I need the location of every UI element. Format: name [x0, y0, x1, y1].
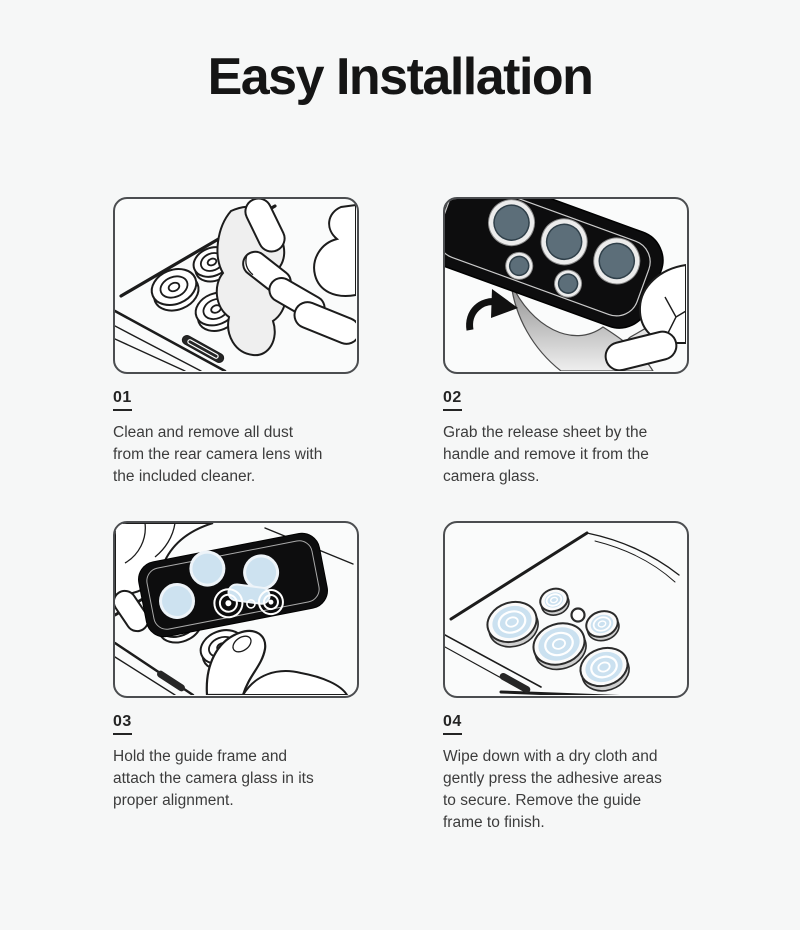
description-line: to secure. Remove the guide [443, 792, 642, 809]
protected-lens [583, 607, 622, 644]
step-number: 04 [443, 713, 462, 735]
step-description [113, 422, 383, 488]
step-number: 03 [113, 713, 132, 735]
description-line: frame to finish. [443, 814, 545, 831]
step-description [443, 422, 713, 488]
step-card-02 [443, 197, 713, 488]
description-line: camera glass. [443, 468, 540, 485]
step-number: 01 [113, 389, 132, 411]
description-line: proper alignment. [113, 792, 234, 809]
description-line: Hold the guide frame and [113, 748, 288, 765]
attach-camera-glass-illustration [115, 523, 356, 695]
step-card-01 [113, 197, 383, 488]
phone-side-slot [156, 669, 187, 692]
step-card-04 [443, 521, 713, 834]
description-line: Wipe down with a dry cloth and [443, 748, 658, 765]
curved-arrow-icon [470, 289, 518, 330]
step-description [443, 746, 713, 834]
step-04-panel [443, 521, 689, 698]
step-03-panel [113, 521, 359, 698]
page-title: Easy Installation [207, 48, 593, 106]
description-line: Clean and remove all dust [113, 424, 294, 441]
clean-lens-illustration [115, 199, 356, 371]
description-line: the included cleaner. [113, 468, 256, 485]
protected-lens [537, 585, 572, 618]
phone-edges [445, 533, 686, 695]
description-line: gently press the adhesive areas [443, 770, 662, 787]
step-card-03 [113, 521, 383, 812]
thumb [207, 631, 347, 695]
finished-protectors-illustration [445, 523, 686, 695]
description-line: attach the camera glass in its [113, 770, 314, 787]
description-line: from the rear camera lens with [113, 446, 323, 463]
step-number: 02 [443, 389, 462, 411]
flash-led [572, 609, 585, 622]
description-line: handle and remove it from the [443, 446, 649, 463]
description-line: Grab the release sheet by the [443, 424, 648, 441]
camera-glass [445, 199, 671, 336]
step-02-panel [443, 197, 689, 374]
remove-release-sheet-illustration [445, 199, 686, 371]
step-01-panel [113, 197, 359, 374]
step-description [113, 746, 383, 812]
